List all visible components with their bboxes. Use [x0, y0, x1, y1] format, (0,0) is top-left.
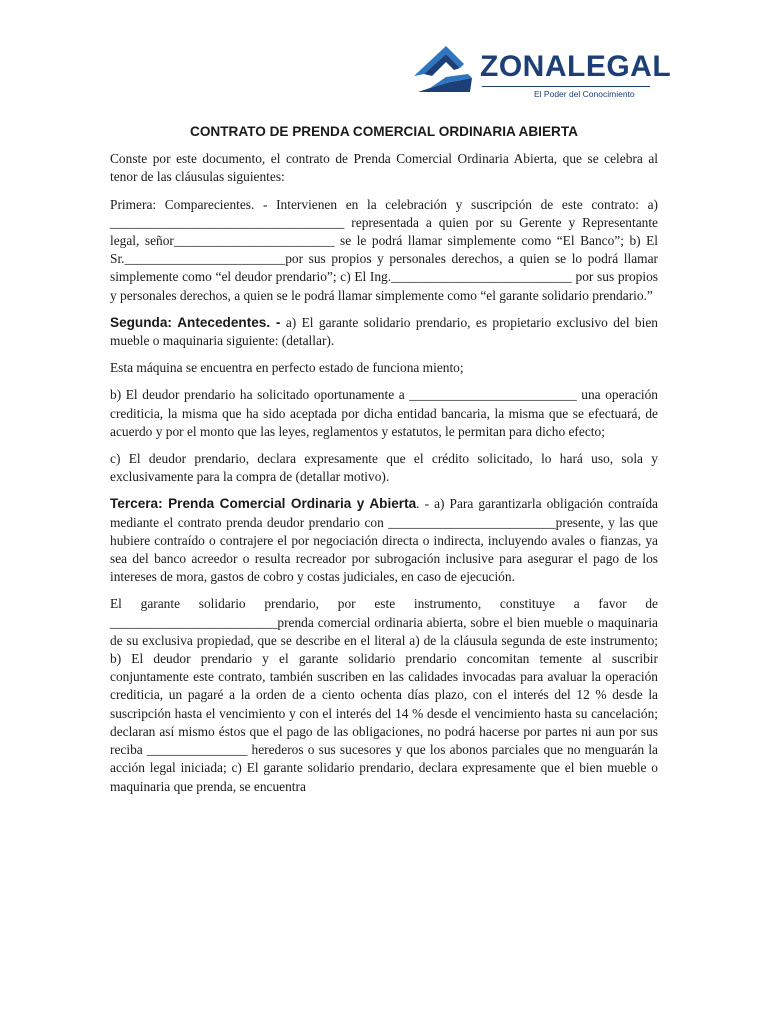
maquina-paragraph: Esta máquina se encuentra en perfecto estado de funciona miento;	[110, 360, 464, 376]
paragraph-c: c) El deudor prendario, declara expresamente que el crédito solicitado, lo hará uso, sola y exclusivamente para la compra de (detallar motivo).	[110, 451, 658, 485]
logo-mark-icon	[410, 44, 476, 94]
garante-paragraph: El garante solidario prendario, por este instrumento, constituye a favor de _________________________prenda comercial ordinaria abierta, sobre el bien mueble o maquinaria de su exclusiva propiedad, que se describe en el literal a) de la cláusula segunda de este instrumento; b) El deudor prendario y el garante solidario prendario concomitan temente al suscribir conjuntamente este contrato, también suscriben en las calidades invocadas para avaluar la operación crediticia, un pagaré a la orden de a ciento ochenta días plazo, con el interés del 12 % desde la suscripción hasta el vencimiento y con el interés del 14 % desde el vencimiento hasta su cancelación; declaran así mismo éstos que el pago de las obligaciones, no podrá hacerse por partes ni aun por sus reciba _______________ herederos o sus sucesores y que los abonos parciales que no menguarán la acción legal iniciada; c) El garante solidario prendario, declara expresamente que el bien mueble o maquinaria que prenda, se encuentra	[110, 596, 658, 794]
clause-tercera-heading: Tercera: Prenda Comercial Ordinaria y Abierta	[110, 496, 417, 512]
clause-segunda-text: a) El garante solidario prendario, es propietario exclusivo del bien mueble o maquinaria siguiente: (detallar).	[110, 314, 658, 349]
clause-segunda-heading: Segunda: Antecedentes. -	[110, 314, 281, 330]
clause-tercera	[110, 495, 658, 586]
logo-name: ZONALEGAL	[480, 50, 672, 83]
paragraph-b: b) El deudor prendario ha solicitado oportunamente a _________________________ una operación crediticia, la misma que ha sido aceptada por dicha entidad bancaria, la misma que se efectuará, de acuerdo y por el monto que las leyes, reglamentos y estatutos, le permitan para dicho efecto;	[110, 387, 658, 439]
logo-tagline: El Poder del Conocimiento	[534, 89, 635, 99]
clause-segunda	[110, 314, 658, 350]
clause-tercera-text: . - a) Para garantizarla obligación contraída mediante el contrato prenda deudor prendario con _________________________presente, y las que hubiere contraído o contrajere el por negociación directa o indirecta, incluyendo avales o fianzas, ya sea del banco acreedor o resulta recreador por subrogación inclusive para asegurar el pago de los intereses de mora, gastos de cobro y costas judiciales, en caso de ejecución.	[110, 496, 658, 585]
document-body	[110, 123, 658, 805]
intro-paragraph: Conste por este documento, el contrato de Prenda Comercial Ordinaria Abierta, que se celebra al tenor de las cláusulas siguientes:	[110, 151, 658, 185]
logo	[410, 44, 672, 116]
document-title: CONTRATO DE PRENDA COMERCIAL ORDINARIA ABIERTA	[190, 124, 578, 139]
clause-primera: Primera: Comparecientes. - Intervienen en la celebración y suscripción de este contrato: a) ___________________________________ representada a quien por su Gerente y Representante legal, señor________________________ se le podrá llamar simplemente como “El Banco”; b) El Sr.________________________por sus propios y personales derechos, a quien se lo podrá llamar simplemente como “el deudor prendario”; c) El Ing.___________________________ por sus propios y personales derechos, a quien se le podrá llamar simplemente como “el garante solidario prendario.”	[110, 196, 658, 303]
logo-rule	[482, 86, 650, 87]
